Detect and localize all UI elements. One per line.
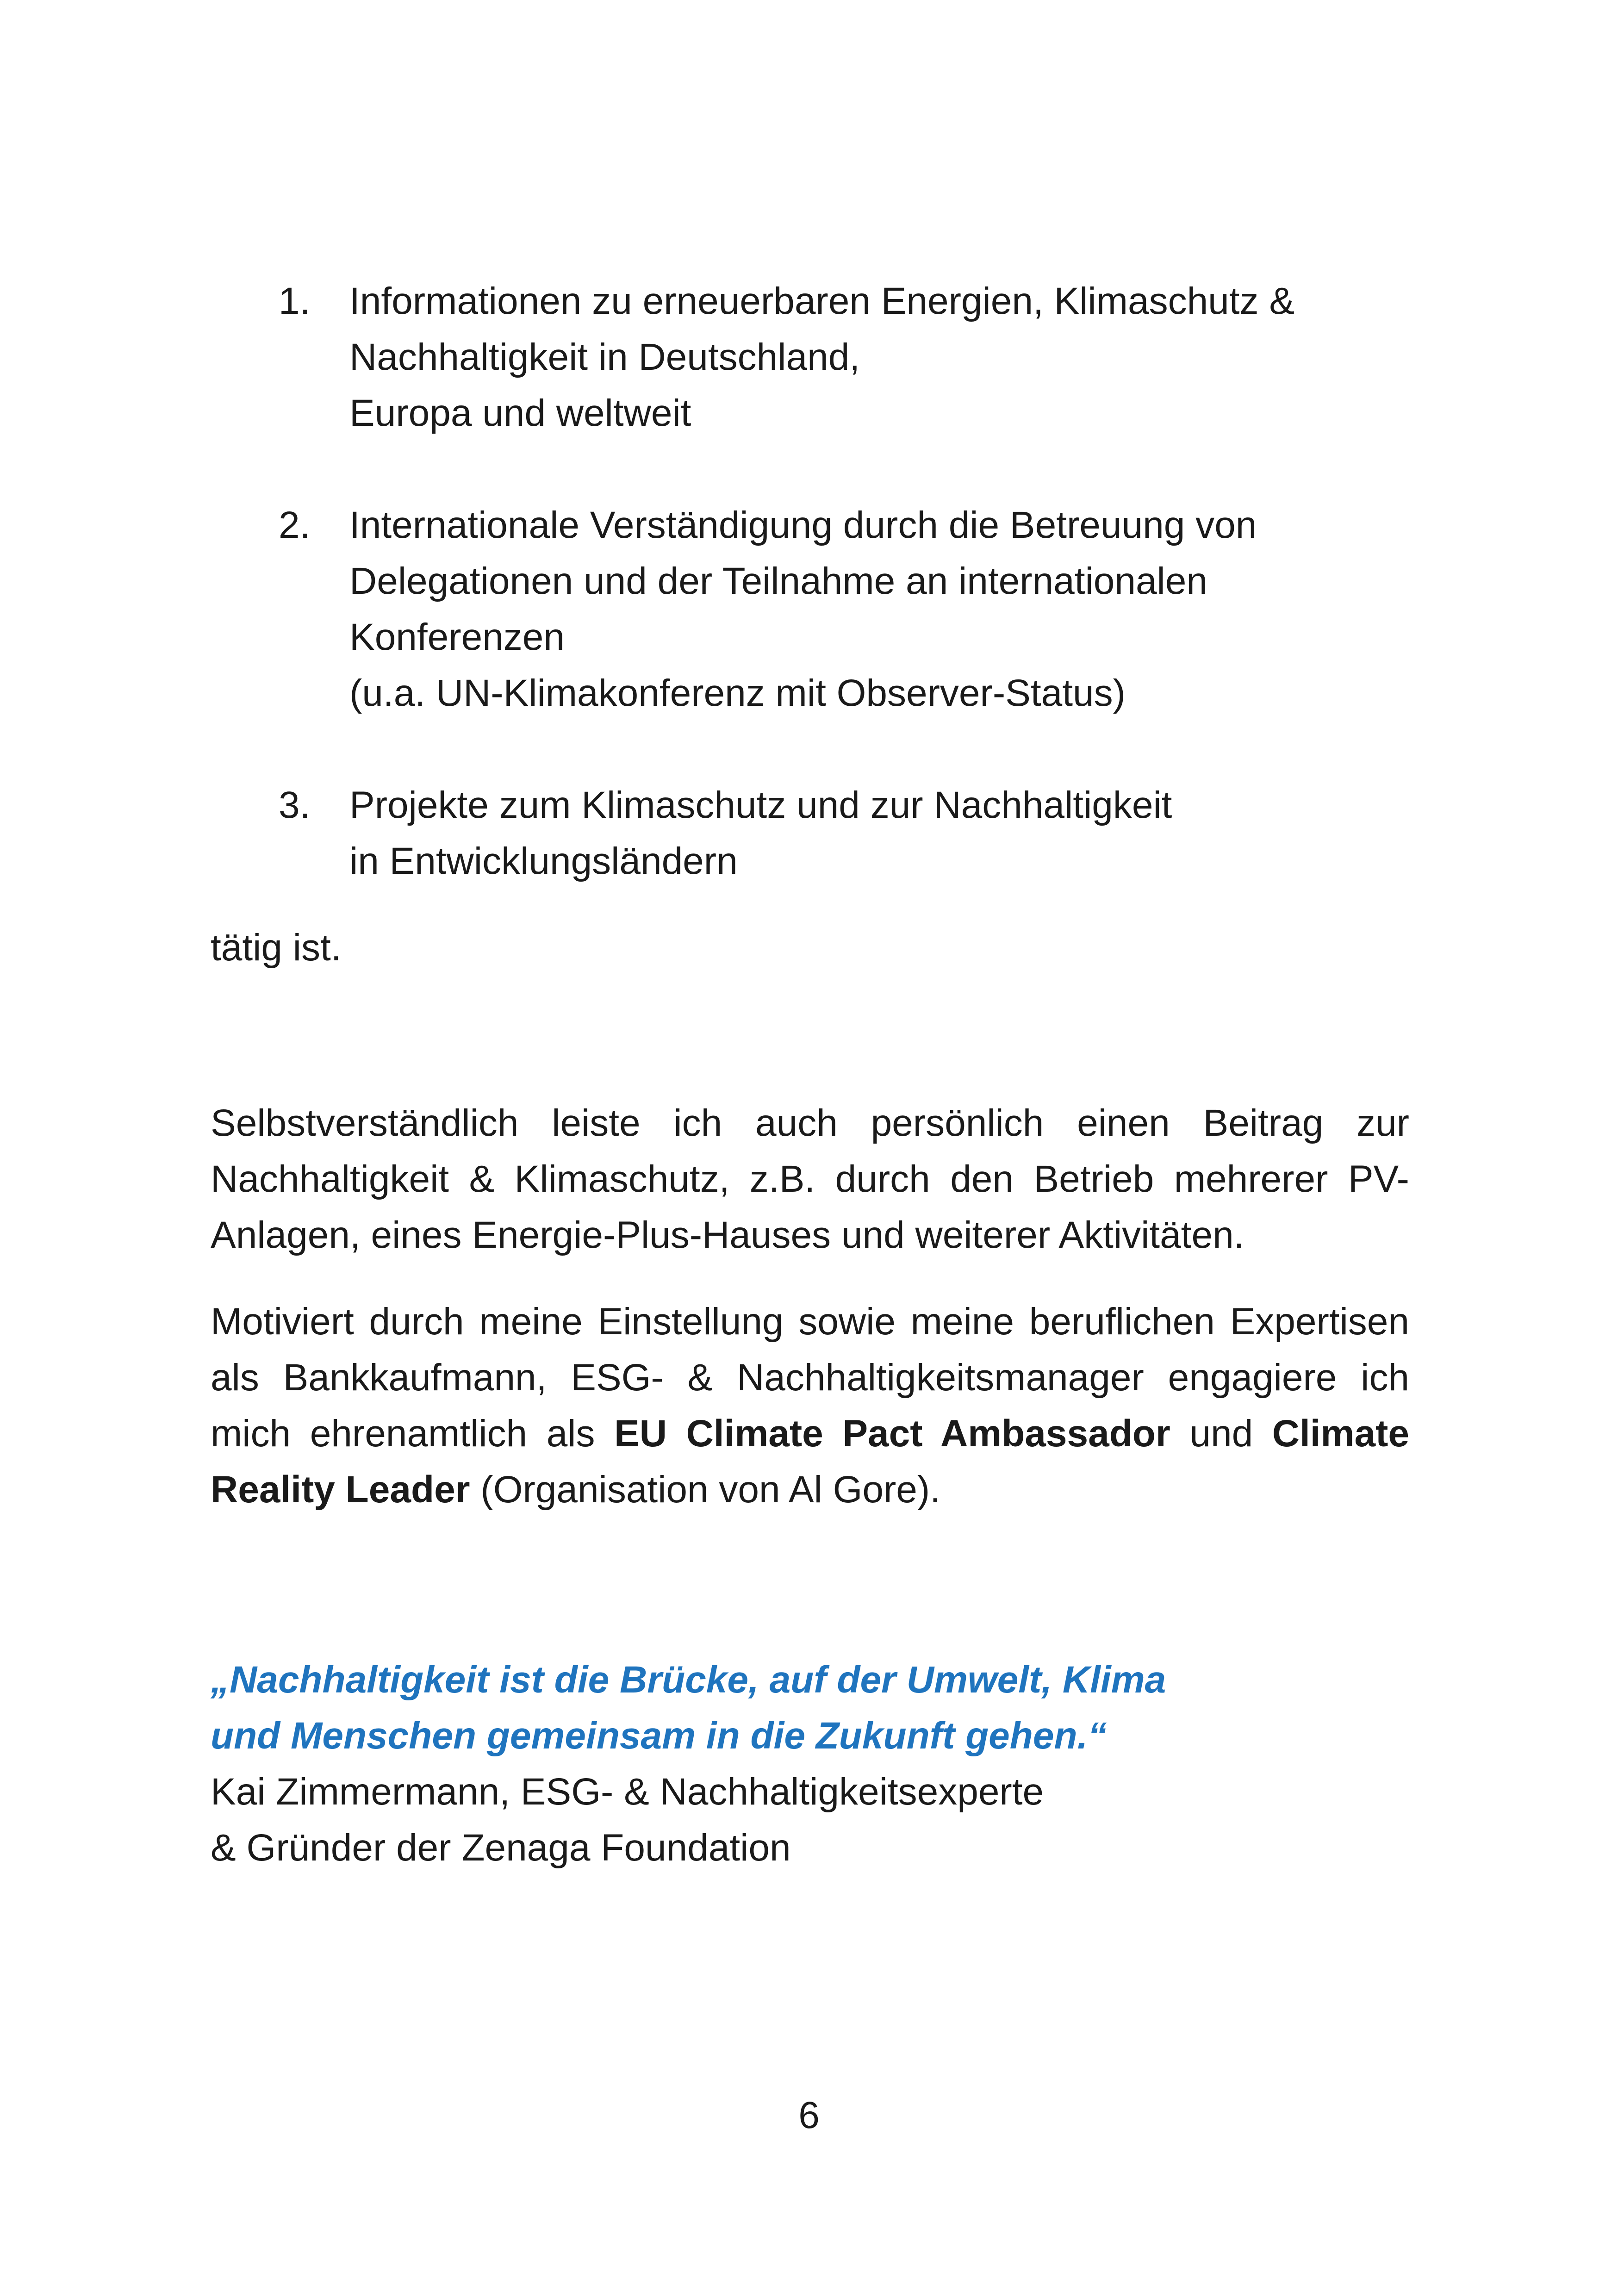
list-item xyxy=(211,777,1409,889)
quote-line: und Menschen gemeinsam in die Zukunft gehen.“ xyxy=(211,1715,1107,1757)
list-trailing-text: tätig ist. xyxy=(211,927,342,969)
list-item-line: Delegationen und der Teilnahme an internationalen xyxy=(349,560,1207,602)
list-item-line: Konferenzen xyxy=(349,616,565,658)
page-number: 6 xyxy=(798,2094,820,2136)
paragraph-personal-contribution: Selbstverständlich leiste ich auch persönlich einen Beitrag zur Nachhaltigkeit & Klimaschutz, z.B. durch den Betrieb mehrerer PV-Anlagen, eines Energie-Plus-Hauses und weiterer Aktivitäten. xyxy=(211,1102,1409,1256)
list-item-line: Informationen zu erneuerbaren Energien, Klimaschutz & xyxy=(349,280,1295,322)
quote-line: „Nachhaltigkeit ist die Brücke, auf der Umwelt, Klima xyxy=(211,1659,1166,1701)
list-item-line: (u.a. UN-Klimakonferenz mit Observer-Status) xyxy=(349,672,1126,714)
paragraph-text: Motiviert durch meine Einstellung sowie meine beruflichen Expertisen als Bankkaufmann, ESG- & Nachhaltigkeitsmanager engagiere ich mich ehrenamtlich als xyxy=(211,1300,1409,1455)
list-item xyxy=(211,273,1409,441)
list-item-number: 2. xyxy=(279,504,311,546)
list-item-number: 1. xyxy=(279,280,311,322)
list-item-line: Europa und weltweit xyxy=(349,392,691,434)
quote-block xyxy=(211,1652,1409,1876)
quote xyxy=(211,1652,1409,1764)
role-eu-climate-pact-ambassador: EU Climate Pact Ambassador xyxy=(614,1412,1170,1455)
list-item xyxy=(211,497,1409,721)
list-item-line: Internationale Verständigung durch die Betreuung von xyxy=(349,504,1257,546)
list-item-number: 3. xyxy=(279,784,311,826)
list-item-line: Nachhaltigkeit in Deutschland, xyxy=(349,336,860,378)
paragraph-text: (Organisation von Al Gore). xyxy=(480,1468,940,1511)
paragraph-text: und xyxy=(1189,1412,1253,1455)
attribution-line: Kai Zimmermann, ESG- & Nachhaltigkeitsexperte xyxy=(211,1771,1044,1813)
role-climate-reality-leader: Climate Reality Leader xyxy=(211,1412,1409,1511)
list-item-line: in Entwicklungsländern xyxy=(349,840,738,882)
attribution-line: & Gründer der Zenaga Foundation xyxy=(211,1827,791,1869)
quote-attribution xyxy=(211,1764,1409,1876)
page-content xyxy=(211,273,1409,1876)
paragraph-engagement xyxy=(211,1294,1409,1518)
list-item-line: Projekte zum Klimaschutz und zur Nachhaltigkeit xyxy=(349,784,1172,826)
numbered-list xyxy=(211,273,1409,889)
